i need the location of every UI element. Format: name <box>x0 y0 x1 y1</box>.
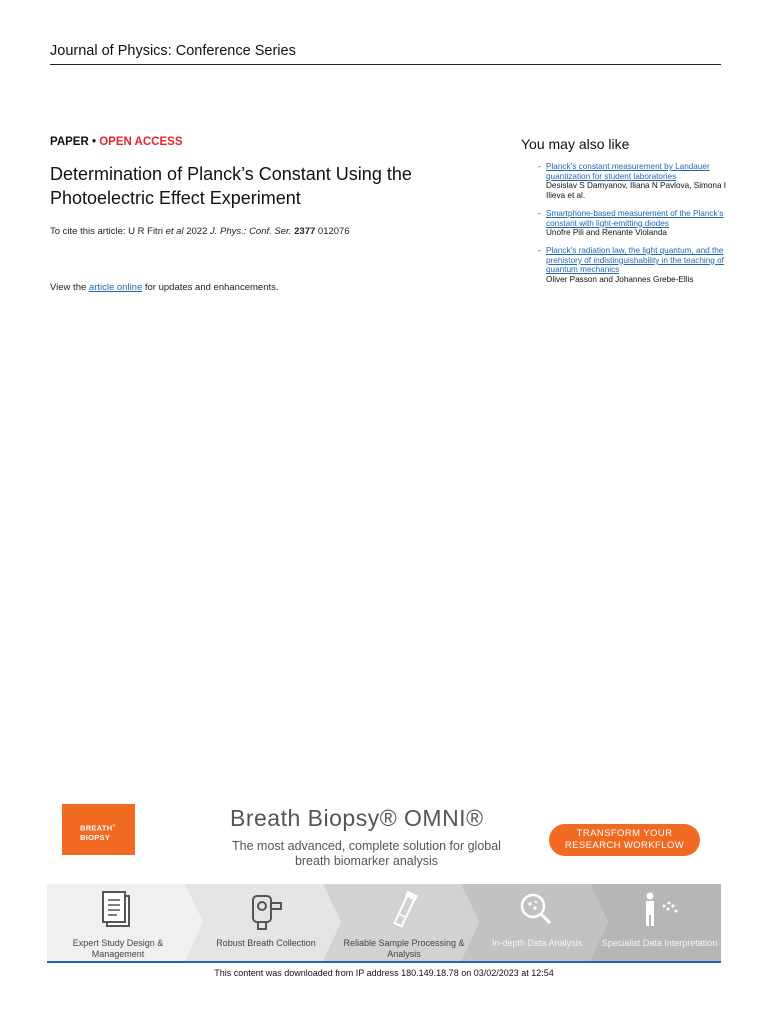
step-label: Specialist Data Interpretation <box>601 938 718 948</box>
ad-subtitle: The most advanced, complete solution for global breath biomarker analysis <box>232 839 501 868</box>
person-data-icon <box>638 890 682 932</box>
list-dash: - <box>538 245 541 255</box>
step-label: In-depth Data Analysis <box>491 938 583 948</box>
article-title: Determination of Planck’s Constant Using the Photoelectric Effect Experiment <box>50 164 412 208</box>
logo-line-1: BREATH <box>80 823 113 833</box>
journal-header <box>50 43 721 65</box>
step-sample-processing <box>335 884 473 961</box>
related-authors-2: Unofre Pili and Renante Violanda <box>546 228 667 238</box>
ad-banner[interactable] <box>47 794 721 963</box>
step-label: Reliable Sample Processing & Analysis <box>343 938 465 959</box>
citation-volume: 2377 <box>294 226 316 237</box>
list-dash: - <box>538 208 541 218</box>
paper-type: PAPER <box>50 136 89 148</box>
ad-top-section <box>47 794 721 884</box>
citation-line <box>50 226 350 237</box>
related-authors-1: Desislav S Damyanov, Iliana N Pavlova, Simona I Ilieva et al. <box>546 181 727 201</box>
view-prefix: View the <box>50 282 89 293</box>
citation-journal: J. Phys.: Conf. Ser. <box>210 226 292 237</box>
view-online-line <box>50 282 279 293</box>
paper-tag <box>50 136 183 148</box>
related-item <box>538 246 728 285</box>
step-study-design <box>47 884 189 961</box>
transform-workflow-button[interactable]: TRANSFORM YOUR RESEARCH WORKFLOW <box>549 824 700 856</box>
related-authors-3: Oliver Passon and Johannes Grebe-Ellis <box>546 275 694 285</box>
download-notice: This content was downloaded from IP address 180.149.18.78 on 03/02/2023 at 12:54 <box>214 968 554 978</box>
step-label: Expert Study Design & Management <box>72 938 164 959</box>
view-suffix: for updates and enhancements. <box>142 282 279 293</box>
logo-registered-mark: ® <box>112 823 116 828</box>
citation-article-number: 012076 <box>315 226 350 237</box>
citation-year: 2022 <box>183 226 210 237</box>
related-link-3[interactable]: Planck’s radiation law, the light quantum, and the prehistory of indistinguishability in the teaching of quantum mechanics <box>546 245 724 275</box>
step-label: Robust Breath Collection <box>216 938 316 948</box>
step-data-analysis <box>469 884 605 961</box>
ad-steps <box>47 884 721 963</box>
list-dash: - <box>538 162 541 171</box>
related-articles-list <box>538 162 728 293</box>
step-data-interpretation <box>598 884 721 961</box>
ad-underline <box>47 961 721 963</box>
breath-biopsy-logo <box>62 804 135 855</box>
paper-tag-separator: • <box>88 136 100 148</box>
sample-tube-icon <box>387 890 421 934</box>
ad-title: Breath Biopsy® OMNI® <box>230 805 484 831</box>
magnifier-icon <box>517 890 557 932</box>
document-icon <box>101 890 135 932</box>
related-link-2[interactable]: Smartphone-based measurement of the Planck’s constant with light-emitting diodes <box>546 208 724 228</box>
article-online-link[interactable]: article online <box>88 282 143 293</box>
step-breath-collection <box>197 884 335 961</box>
breath-collector-icon <box>247 890 287 932</box>
citation-etal: et al <box>165 226 184 237</box>
open-access-badge: OPEN ACCESS <box>99 136 183 148</box>
journal-name: Journal of Physics: Conference Series <box>50 43 296 59</box>
related-heading: You may also like <box>521 136 630 152</box>
logo-line-2: BIOPSY <box>80 832 111 842</box>
related-item <box>538 209 728 238</box>
citation-prefix: To cite this article: U R Fitri <box>50 226 166 237</box>
related-link-1[interactable]: Planck’s constant measurement by Landauer quantization for student laboratories <box>546 162 710 181</box>
related-item <box>538 162 728 201</box>
